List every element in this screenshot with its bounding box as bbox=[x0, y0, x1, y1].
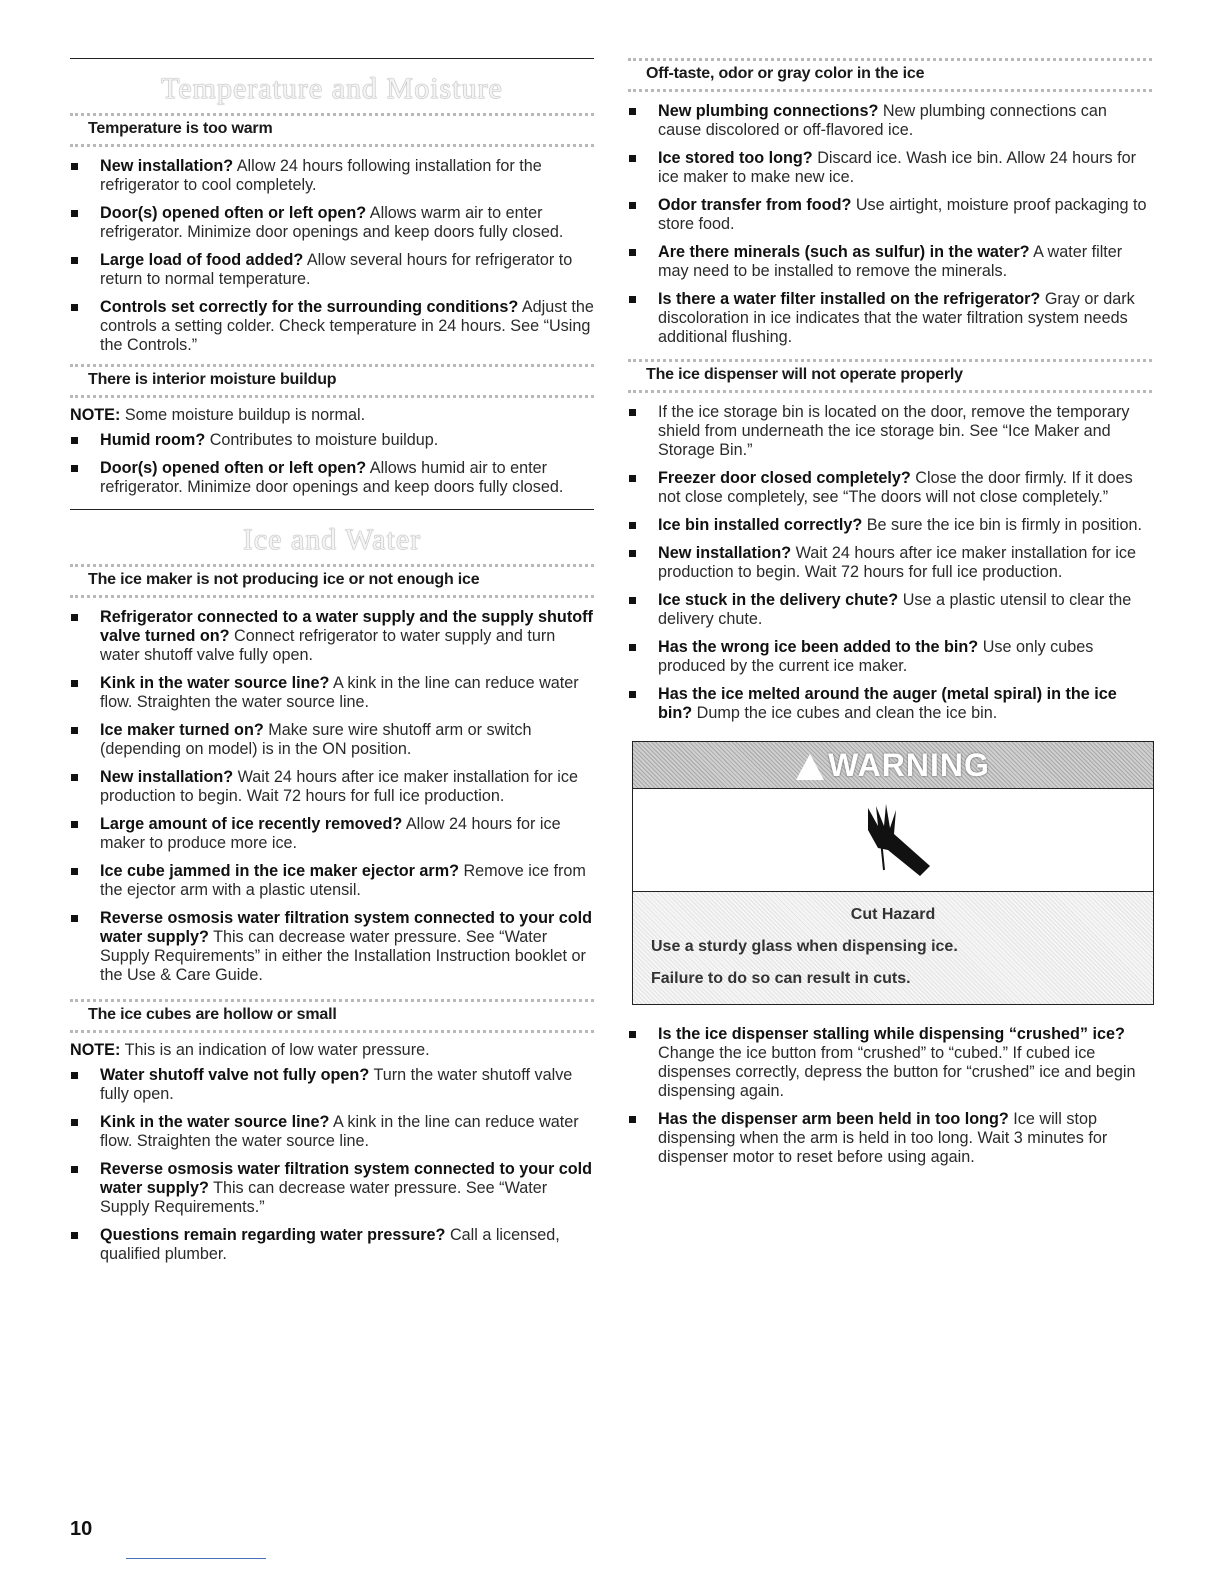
list-item bbox=[628, 516, 1152, 535]
item-text: Use only cubes produced by the current ice maker. bbox=[658, 638, 1094, 675]
item-question: Ice maker turned on? bbox=[100, 721, 264, 739]
warning-triangle-icon bbox=[796, 754, 824, 780]
bullet-icon bbox=[71, 163, 78, 170]
list-item bbox=[70, 459, 594, 497]
bullet-icon bbox=[629, 296, 636, 303]
list-item bbox=[70, 721, 594, 759]
note-label: NOTE: bbox=[70, 406, 121, 424]
bullet-icon bbox=[629, 409, 636, 416]
item-question: Water shutoff valve not fully open? bbox=[100, 1066, 370, 1084]
item-text: If the ice storage bin is located on the door, remove the temporary shield from underneath the ice storage bin. See “Ice Maker and Storage Bin.” bbox=[658, 403, 1130, 459]
list-item bbox=[70, 431, 594, 450]
item-question: New plumbing connections? bbox=[658, 102, 879, 120]
bullet-icon bbox=[71, 727, 78, 734]
cut-hand-hazard-icon bbox=[848, 800, 938, 880]
bullet-icon bbox=[71, 680, 78, 687]
warning-box bbox=[632, 741, 1154, 1005]
item-question: Controls set correctly for the surrounding conditions? bbox=[100, 298, 519, 316]
bullet-icon bbox=[629, 597, 636, 604]
note-moisture bbox=[70, 406, 594, 425]
item-question: Humid room? bbox=[100, 431, 206, 449]
subheading-hollow: The ice cubes are hollow or small bbox=[70, 999, 594, 1033]
item-question: Ice bin installed correctly? bbox=[658, 516, 863, 534]
warning-icon-row bbox=[633, 789, 1153, 892]
item-question: Ice cube jammed in the ice maker ejector arm? bbox=[100, 862, 459, 880]
note-label: NOTE: bbox=[70, 1041, 121, 1059]
item-question: Odor transfer from food? bbox=[658, 196, 852, 214]
item-question: Freezer door closed completely? bbox=[658, 469, 911, 487]
list-item bbox=[70, 862, 594, 900]
item-text: Discard ice. Wash ice bin. Allow 24 hours for ice maker to make new ice. bbox=[658, 149, 1136, 186]
item-question: Door(s) opened often or left open? bbox=[100, 204, 367, 222]
item-text: Allows humid air to enter refrigerator. Minimize door openings and keep doors fully closed. bbox=[100, 459, 564, 496]
list-item bbox=[70, 909, 594, 985]
warning-line-2: Failure to do so can result in cuts. bbox=[651, 970, 911, 987]
item-text: Allow 24 hours following installation for the refrigerator to cool completely. bbox=[100, 157, 542, 194]
item-question: Questions remain regarding water pressure? bbox=[100, 1226, 446, 1244]
bullet-icon bbox=[71, 304, 78, 311]
item-text: Use a plastic utensil to clear the delivery chute. bbox=[658, 591, 1132, 628]
bullet-icon bbox=[629, 1031, 636, 1038]
list-item bbox=[628, 196, 1152, 234]
item-text: Allow several hours for refrigerator to return to normal temperature. bbox=[100, 251, 573, 288]
section-title-temperature: Temperature and Moisture bbox=[161, 72, 503, 105]
bullet-icon bbox=[71, 437, 78, 444]
item-text: Call a licensed, qualified plumber. bbox=[100, 1226, 560, 1263]
item-text: Allows warm air to enter refrigerator. Minimize door openings and keep doors fully closed. bbox=[100, 204, 564, 241]
item-question: Kink in the water source line? bbox=[100, 674, 330, 692]
section-rule bbox=[70, 509, 594, 510]
item-text: A water filter may need to be installed to remove the minerals. bbox=[658, 243, 1123, 280]
list-item bbox=[628, 102, 1152, 140]
warning-header bbox=[633, 742, 1153, 789]
list-item bbox=[70, 1066, 594, 1104]
item-question: Large load of food added? bbox=[100, 251, 304, 269]
list-item bbox=[628, 685, 1152, 723]
item-question: Has the wrong ice been added to the bin? bbox=[658, 638, 979, 656]
item-text: Be sure the ice bin is firmly in position. bbox=[866, 516, 1143, 534]
list-moisture bbox=[70, 431, 594, 497]
item-question: Ice stuck in the delivery chute? bbox=[658, 591, 899, 609]
warning-line-1: Use a sturdy glass when dispensing ice. bbox=[651, 938, 958, 955]
bullet-icon bbox=[629, 475, 636, 482]
list-not-producing bbox=[70, 608, 594, 985]
item-question: Is the ice dispenser stalling while dispensing “crushed” ice? bbox=[658, 1025, 1125, 1043]
item-text: A kink in the line can reduce water flow. Straighten the water source line. bbox=[100, 1113, 579, 1150]
list-item bbox=[628, 243, 1152, 281]
list-item bbox=[628, 290, 1152, 347]
item-question: New installation? bbox=[100, 768, 234, 786]
bullet-icon bbox=[71, 1072, 78, 1079]
list-item bbox=[628, 544, 1152, 582]
bullet-icon bbox=[629, 550, 636, 557]
bullet-icon bbox=[629, 644, 636, 651]
list-item bbox=[628, 591, 1152, 629]
list-item bbox=[70, 1113, 594, 1151]
section-title-ice-water: Ice and Water bbox=[242, 523, 422, 556]
list-item bbox=[70, 298, 594, 355]
bullet-icon bbox=[71, 465, 78, 472]
note-text: This is an indication of low water pressure. bbox=[124, 1041, 430, 1059]
warning-body bbox=[633, 892, 1153, 1004]
item-question: Reverse osmosis water filtration system connected to your cold water supply? bbox=[100, 1160, 593, 1197]
item-question: Has the ice melted around the auger (metal spiral) in the ice bin? bbox=[658, 685, 1117, 722]
bullet-icon bbox=[71, 257, 78, 264]
bullet-icon bbox=[71, 1166, 78, 1173]
bullet-icon bbox=[629, 202, 636, 209]
item-text: Remove ice from the ejector arm with a plastic utensil. bbox=[100, 862, 586, 899]
footer-rule bbox=[126, 1558, 266, 1559]
item-question: Ice stored too long? bbox=[658, 149, 813, 167]
bullet-icon bbox=[71, 821, 78, 828]
list-dispenser bbox=[628, 403, 1152, 723]
bullet-icon bbox=[71, 210, 78, 217]
list-item bbox=[70, 251, 594, 289]
list-hollow bbox=[70, 1066, 594, 1264]
item-question: Reverse osmosis water filtration system connected to your cold water supply? bbox=[100, 909, 593, 946]
bullet-icon bbox=[71, 614, 78, 621]
section-rule bbox=[70, 58, 594, 59]
bullet-icon bbox=[629, 155, 636, 162]
bullet-icon bbox=[629, 522, 636, 529]
item-text: Adjust the controls a setting colder. Check temperature in 24 hours. See “Using the Controls.” bbox=[100, 298, 594, 354]
item-text: Make sure wire shutoff arm or switch (depending on model) is in the ON position. bbox=[100, 721, 532, 758]
item-text: Wait 24 hours after ice maker installation for ice production to begin. Wait 72 hours for full ice production. bbox=[658, 544, 1137, 581]
item-question: Has the dispenser arm been held in too long? bbox=[658, 1110, 1009, 1128]
list-item bbox=[628, 149, 1152, 187]
item-text: Gray or dark discoloration in ice indicates that the water filtration system needs additional flushing. bbox=[658, 290, 1135, 346]
bullet-icon bbox=[71, 774, 78, 781]
bullet-icon bbox=[71, 1119, 78, 1126]
list-temperature-warm bbox=[70, 157, 594, 355]
list-item bbox=[70, 204, 594, 242]
item-text: Contributes to moisture buildup. bbox=[209, 431, 439, 449]
bullet-icon bbox=[629, 249, 636, 256]
item-text: Turn the water shutoff valve fully open. bbox=[100, 1066, 573, 1103]
item-text: Ice will stop dispensing when the arm is held in too long. Wait 3 minutes for dispenser motor to reset before using again. bbox=[658, 1110, 1108, 1166]
subheading-temperature-warm: Temperature is too warm bbox=[70, 113, 594, 147]
bullet-icon bbox=[629, 108, 636, 115]
page-number: 10 bbox=[70, 1518, 93, 1540]
item-text: Allow 24 hours for ice maker to produce more ice. bbox=[100, 815, 561, 852]
warning-word: WARNING bbox=[828, 746, 990, 783]
note-hollow bbox=[70, 1041, 594, 1060]
item-question: Is there a water filter installed on the refrigerator? bbox=[658, 290, 1041, 308]
item-question: Large amount of ice recently removed? bbox=[100, 815, 403, 833]
list-offtaste bbox=[628, 102, 1152, 347]
bullet-icon bbox=[629, 691, 636, 698]
list-item bbox=[628, 638, 1152, 676]
item-question: Refrigerator connected to a water supply and the supply shutoff valve turned on? bbox=[100, 608, 593, 645]
list-item bbox=[628, 1110, 1152, 1167]
item-text: Close the door firmly. If it does not close completely, see “The doors will not close completely.” bbox=[658, 469, 1133, 506]
bullet-icon bbox=[71, 915, 78, 922]
right-column bbox=[628, 58, 1152, 1176]
subheading-dispenser: The ice dispenser will not operate properly bbox=[628, 359, 1152, 393]
note-text: Some moisture buildup is normal. bbox=[124, 406, 366, 424]
item-text: Change the ice button from “crushed” to “cubed.” If cubed ice dispenses correctly, depress the button for “crushed” ice and begin dispensing again. bbox=[658, 1044, 1136, 1100]
list-item bbox=[70, 157, 594, 195]
list-item bbox=[70, 1226, 594, 1264]
bullet-icon bbox=[71, 1232, 78, 1239]
item-text: This can decrease water pressure. See “Water Supply Requirements” in either the Installation Instruction booklet or the Use & Care Guide. bbox=[100, 928, 586, 984]
list-item bbox=[628, 1025, 1152, 1101]
item-text: Connect refrigerator to water supply and turn water shutoff valve fully open. bbox=[100, 627, 556, 664]
warning-title: Cut Hazard bbox=[850, 906, 936, 923]
list-item bbox=[628, 469, 1152, 507]
item-question: Kink in the water source line? bbox=[100, 1113, 330, 1131]
list-item bbox=[628, 403, 1152, 460]
item-text: Wait 24 hours after ice maker installation for ice production to begin. Wait 72 hours for full ice production. bbox=[100, 768, 579, 805]
bullet-icon bbox=[71, 868, 78, 875]
item-text: This can decrease water pressure. See “Water Supply Requirements.” bbox=[100, 1179, 548, 1216]
list-item bbox=[70, 1160, 594, 1217]
item-text: Dump the ice cubes and clean the ice bin. bbox=[696, 704, 998, 722]
subheading-moisture: There is interior moisture buildup bbox=[70, 364, 594, 398]
item-question: Are there minerals (such as sulfur) in the water? bbox=[658, 243, 1030, 261]
item-text: A kink in the line can reduce water flow. Straighten the water source line. bbox=[100, 674, 579, 711]
item-question: New installation? bbox=[658, 544, 792, 562]
list-item bbox=[70, 608, 594, 665]
list-item bbox=[70, 674, 594, 712]
list-item bbox=[70, 768, 594, 806]
subheading-not-producing: The ice maker is not producing ice or not enough ice bbox=[70, 564, 594, 598]
bullet-icon bbox=[629, 1116, 636, 1123]
list-dispenser-continued bbox=[628, 1025, 1152, 1167]
item-text: Use airtight, moisture proof packaging to store food. bbox=[658, 196, 1147, 233]
subheading-offtaste: Off-taste, odor or gray color in the ice bbox=[628, 58, 1152, 92]
item-question: New installation? bbox=[100, 157, 234, 175]
left-column bbox=[70, 58, 594, 1273]
item-text: New plumbing connections can cause discolored or off-flavored ice. bbox=[658, 102, 1107, 139]
item-question: Door(s) opened often or left open? bbox=[100, 459, 367, 477]
list-item bbox=[70, 815, 594, 853]
